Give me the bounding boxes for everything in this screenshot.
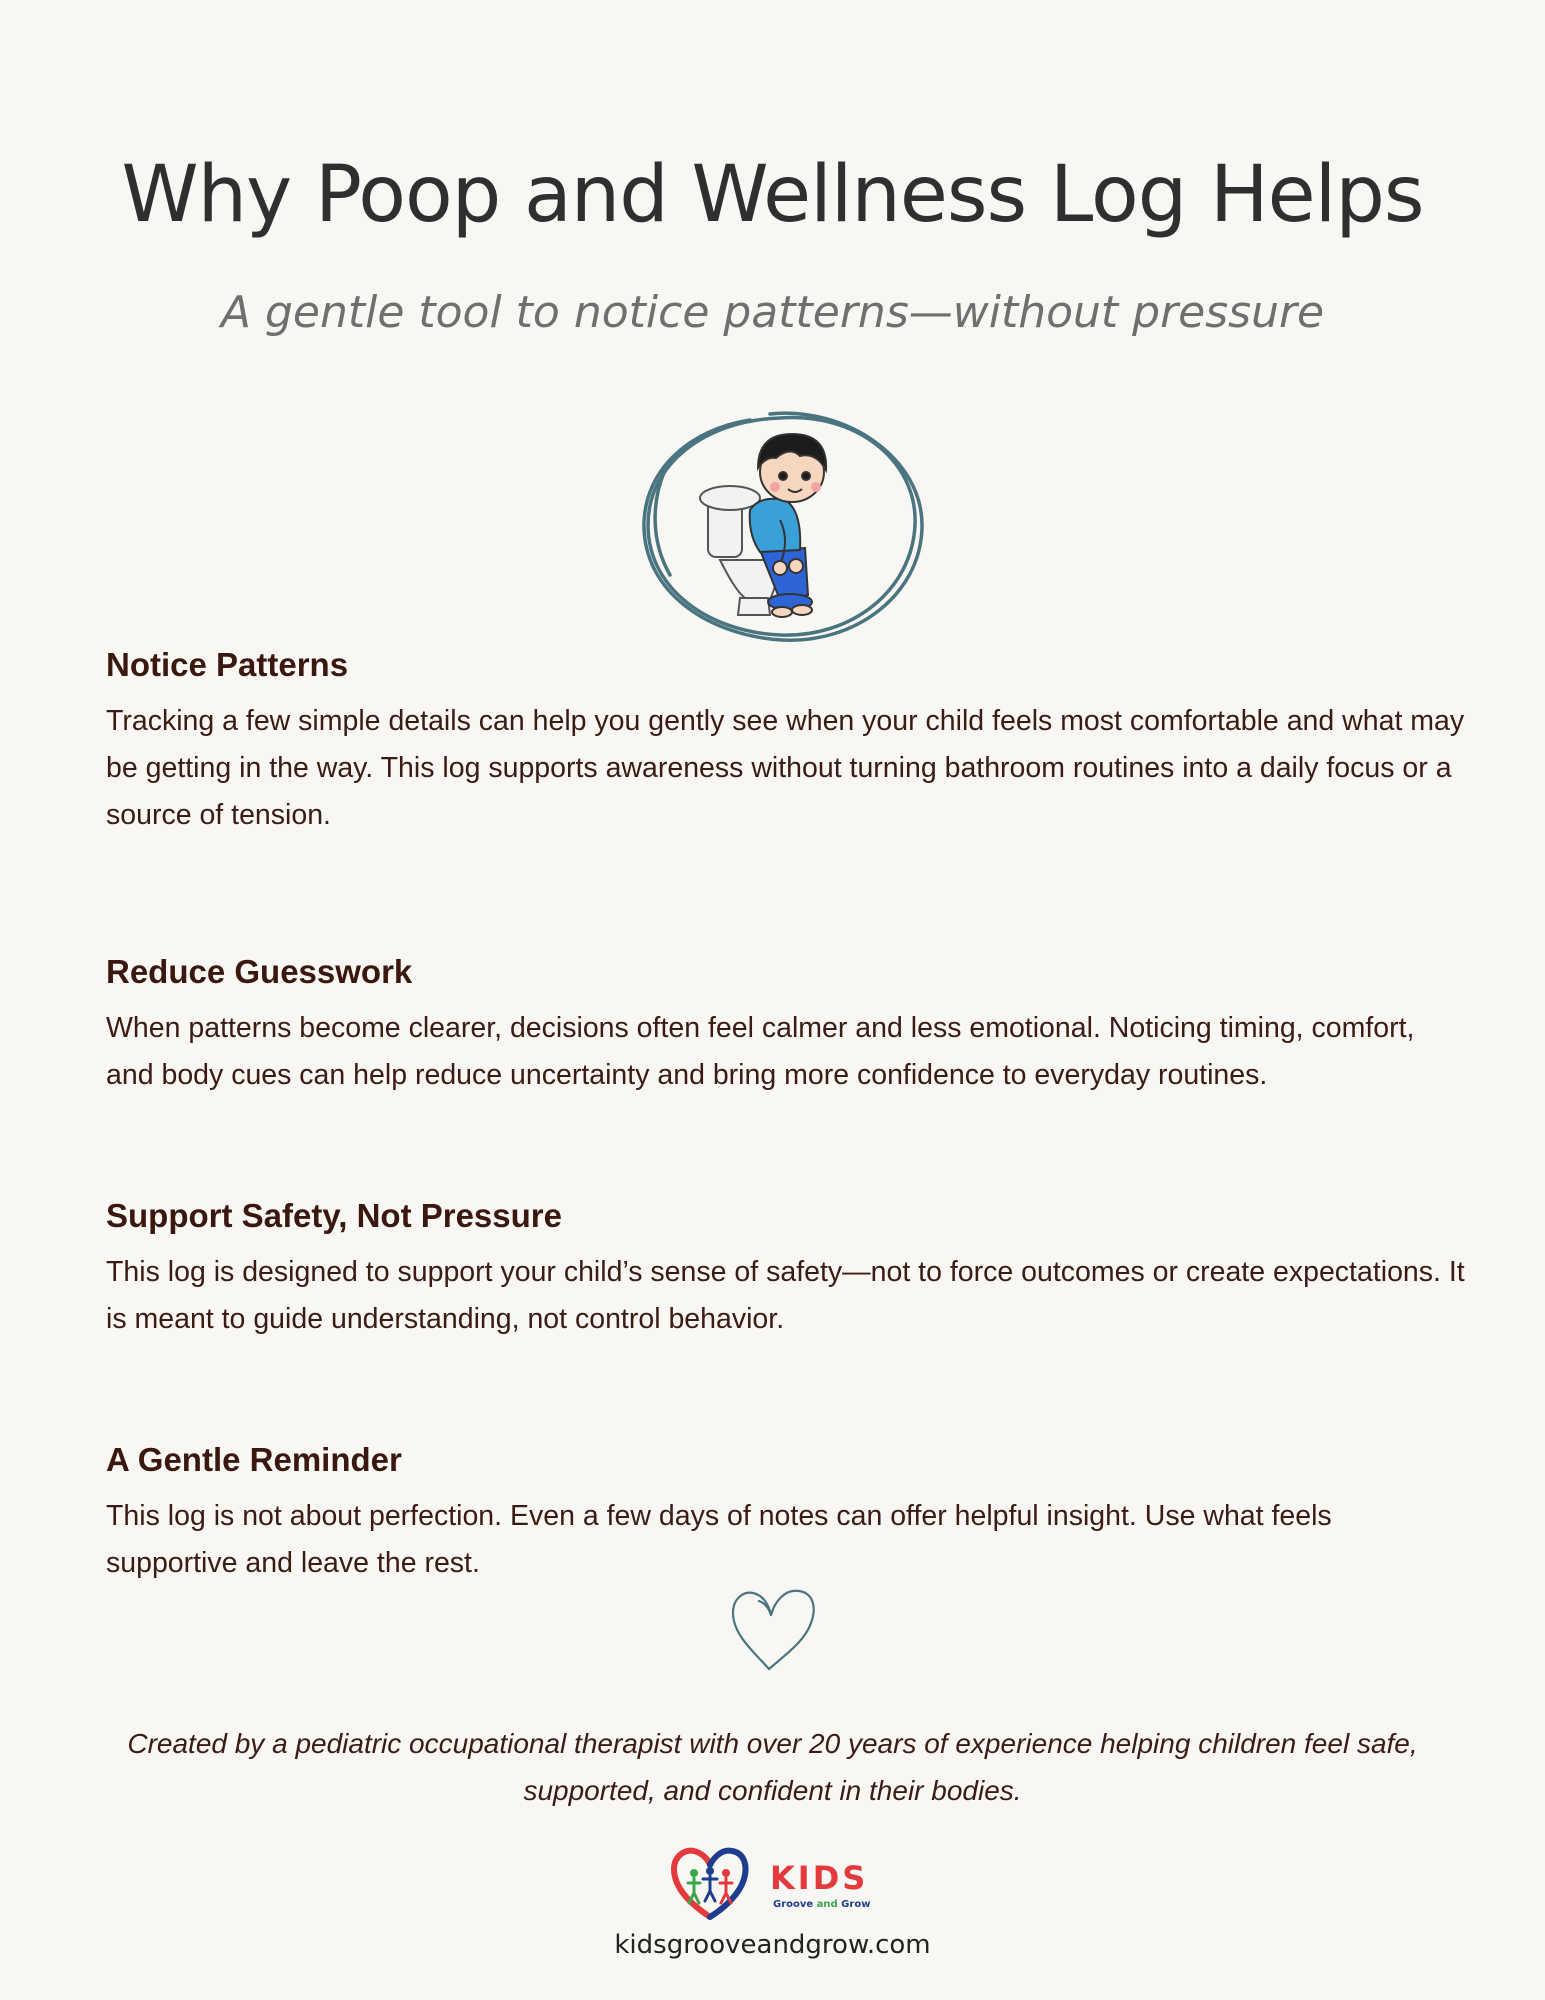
section-gentle-reminder	[106, 1441, 1466, 1587]
child-on-toilet-icon	[630, 400, 930, 650]
section-body: When patterns become clearer, decisions often feel calmer and less emotional. Noticing timing, comfort, and body cues can help reduce uncertainty and bring more confidence to everyday routines.	[106, 1012, 1415, 1091]
section-heading: Support Safety, Not Pressure	[106, 1197, 562, 1234]
kids-groove-and-grow-logo	[668, 1845, 888, 1923]
section-body: This log is not about perfection. Even a few days of notes can offer helpful insight. Use what feels supportive and leave the rest.	[106, 1500, 1332, 1579]
section-body: Tracking a few simple details can help you gently see when your child feels most comfortable and what may be getting in the way. This log supports awareness without turning bathroom routines into a daily focus or a source of tension.	[106, 705, 1465, 831]
section-reduce-guesswork	[106, 953, 1466, 1099]
logo-heart-icon	[668, 1845, 752, 1923]
section-heading: A Gentle Reminder	[106, 1441, 402, 1478]
author-credit: Created by a pediatric occupational therapist with over 20 years of experience helping children feel safe, supported, and confident in their bodies.	[127, 1728, 1418, 1806]
section-heading: Reduce Guesswork	[106, 953, 413, 990]
website-url: kidsgrooveandgrow.com	[614, 1930, 931, 1960]
heart-outline-icon	[725, 1585, 821, 1675]
page-subtitle: A gentle tool to notice patterns—without pressure	[220, 287, 1325, 338]
section-notice-patterns	[106, 646, 1466, 839]
page-title: Why Poop and Wellness Log Helps	[121, 150, 1424, 240]
section-heading: Notice Patterns	[106, 646, 349, 683]
section-support-safety	[106, 1197, 1466, 1343]
logo-wordmark: KIDS	[770, 1859, 869, 1897]
section-body: This log is designed to support your child’s sense of safety—not to force outcomes or create expectations. It is meant to guide understanding, not control behavior.	[106, 1256, 1465, 1335]
logo-tagline: Groove and Grow	[773, 1899, 871, 1910]
